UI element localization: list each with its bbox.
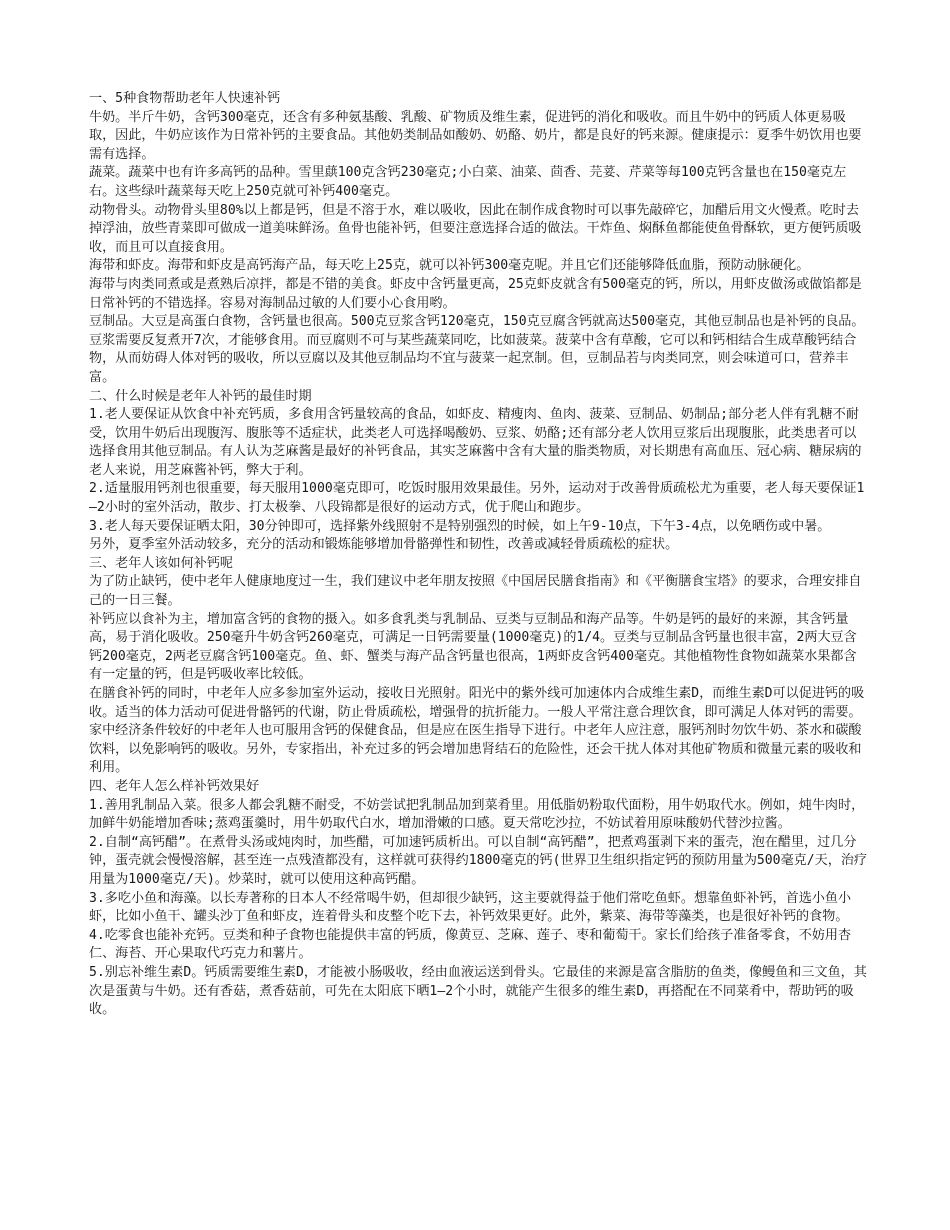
paragraph-kelp-shrimp: 海带和虾皮。海带和虾皮是高钙海产品，每天吃上25克，就可以补钙300毫克呢。并且它们还能够降低血脂，预防动脉硬化。	[89, 258, 810, 274]
document-body	[89, 90, 867, 1020]
section-heading-3: 三、老年人该如何补钙呢	[89, 555, 234, 571]
paragraph-soy-products: 豆制品。大豆是高蛋白食物，含钙量也很高。500克豆浆含钙120毫克，150克豆腐含钙就高达500毫克，其他豆制品也是补钙的良品。豆浆需要反复煮开7次，才能够食用。而豆腐则不可与某些蔬菜同吃，比如菠菜。菠菜中含有草酸，它可以和钙相结合生成草酸钙结合物，从而妨碍人体对钙的吸收，所以豆腐以及其他豆制品均不宜与菠菜一起烹制。但，豆制品若与肉类同烹，则会味道可口，营养丰富。	[89, 314, 865, 385]
paragraph-calcium-supplement: 2.适量服用钙剂也很重要，每天服用1000毫克即可，吃饭时服用效果最佳。另外，运动对于改善骨质疏松尤为重要，老人每天要保证1—2小时的室外活动，散步、打太极拳、八段锦都是很好的运动方式，优于爬山和跑步。	[89, 481, 865, 516]
paragraph-vegetables: 蔬菜。蔬菜中也有许多高钙的品种。雪里蕻100克含钙230毫克;小白菜、油菜、茴香、芫荽、芹菜等每100克钙含量也在150毫克左右。这些绿叶蔬菜每天吃上250克就可补钙400毫克。	[89, 165, 847, 199]
paragraph-fish-seaweed: 3.多吃小鱼和海藻。以长寿著称的日本人不经常喝牛奶，但却很少缺钙，这主要就得益于他们常吃鱼虾。想靠鱼虾补钙，首选小鱼小虾，比如小鱼干、罐头沙丁鱼和虾皮，连着骨头和皮整个吃下去，补钙效果更好。此外，紫菜、海带等藻类，也是很好补钙的食物。	[89, 890, 852, 925]
paragraph-food-supplement: 补钙应以食补为主，增加富含钙的食物的摄入。如多食乳类与乳制品、豆类与豆制品和海产品等。牛奶是钙的最好的来源，其含钙量高，易于消化吸收。250毫升牛奶含钙260毫克，可满足一日钙需要量(1000毫克)的1/4。豆类与豆制品含钙量也很丰富，2两大豆含钙200毫克，2两老豆腐含钙100毫克。鱼、虾、蟹类与海产品含钙量也很高，1两虾皮含钙400毫克。其他植物性食物如蔬菜水果都含有一定量的钙，但是钙吸收率比较低。	[89, 611, 857, 683]
paragraph-summer-activity: 另外，夏季室外活动较多，充分的活动和锻炼能够增加骨骼弹性和韧性，改善或减轻骨质疏松的症状。	[89, 537, 679, 553]
paragraph-dietary-guide: 为了防止缺钙，使中老年人健康地度过一生，我们建议中老年朋友按照《中国居民膳食指南》和《平衡膳食宝塔》的要求，合理安排自己的一日三餐。	[89, 574, 862, 609]
paragraph-kelp-cooking: 海带与肉类同煮或是煮熟后凉拌，都是不错的美食。虾皮中含钙量更高，25克虾皮就含有500毫克的钙，所以，用虾皮做汤或做馅都是日常补钙的不错选择。容易对海制品过敏的人们要小心食用哟。	[89, 276, 862, 311]
paragraph-milk: 牛奶。半斤牛奶，含钙300毫克，还含有多种氨基酸、乳酸、矿物质及维生素，促进钙的消化和吸收。而且牛奶中的钙质人体更易吸取，因此，牛奶应该作为日常补钙的主要食品。其他奶类制品如酸奶、奶酪、奶片，都是良好的钙来源。健康提示：夏季牛奶饮用也要需有选择。	[89, 109, 862, 162]
section-heading-1: 一、5种食物帮助老年人快速补钙	[89, 91, 281, 106]
paragraph-calcium-vinegar: 2.自制“高钙醋”。在煮骨头汤或炖肉时，加些醋，可加速钙质析出。可以自制“高钙醋”，把煮鸡蛋剥下来的蛋壳，泡在醋里，过几分钟，蛋壳就会慢慢溶解，甚至连一点残渣都没有，这样就可获得约1800毫克的钙(世界卫生组织指定钙的预防用量为500毫克/天，治疗用量为1000毫克/天)。炒菜时，就可以使用这种高钙醋。	[89, 834, 868, 887]
section-heading-2: 二、什么时候是老年人补钙的最佳时期	[89, 388, 312, 404]
paragraph-vitamin-d: 5.别忘补维生素D。钙质需要维生素D，才能被小肠吸收，经由血液运送到骨头。它最佳的来源是富含脂肪的鱼类，像鳗鱼和三文鱼，其次是蛋黄与牛奶。还有香菇，煮香菇前，可先在太阳底下晒1—2个小时，就能产生很多的维生素D，再搭配在不同菜肴中，帮助钙的吸收。	[89, 964, 867, 1018]
paragraph-outdoor-exercise: 在膳食补钙的同时，中老年人应多参加室外运动，接收日光照射。阳光中的紫外线可加速体内合成维生素D，而维生素D可以促进钙的吸收。适当的体力活动可促进骨骼钙的代谢，防止骨质疏松，增强骨的抗折能力。一般人平常注意合理饮食，即可满足人体对钙的需要。家中经济条件较好的中老年人也可服用含钙的保健食品，但是应在医生指导下进行。中老年人应注意，服钙剂时勿饮牛奶、茶水和碳酸饮料，以免影响钙的吸收。另外，专家指出，补充过多的钙会增加患肾结石的危险性，还会干扰人体对其他矿物质和微量元素的吸收和利用。	[89, 686, 865, 776]
paragraph-dairy-cooking: 1.善用乳制品入菜。很多人都会乳糖不耐受，不妨尝试把乳制品加到菜肴里。用低脂奶粉取代面粉，用牛奶取代水。例如，炖牛肉时，加鲜牛奶能增加香味;蒸鸡蛋羹时，用牛奶取代白水，增加滑嫩的口感。夏天常吃沙拉，不妨试着用原味酸奶代替沙拉酱。	[89, 797, 865, 832]
paragraph-snacks: 4.吃零食也能补充钙。豆类和种子食物也能提供丰富的钙质，像黄豆、芝麻、莲子、枣和葡萄干。家长们给孩子准备零食，不妨用杏仁、海苔、开心果取代巧克力和薯片。	[89, 927, 852, 962]
section-heading-4: 四、老年人怎么样补钙效果好	[89, 778, 260, 794]
paragraph-sunlight: 3.老人每天要保证晒太阳，30分钟即可，选择紫外线照射不是特别强烈的时候，如上午9-10点，下午3-4点，以免晒伤或中暑。	[89, 518, 831, 534]
paragraph-diet-calcium: 1.老人要保证从饮食中补充钙质，多食用含钙量较高的食品，如虾皮、精瘦肉、鱼肉、菠菜、豆制品、奶制品;部分老人伴有乳糖不耐受，饮用牛奶后出现腹泻、腹胀等不适症状，此类老人可选择喝酸奶、豆浆、奶酪;还有部分老人饮用豆浆后出现腹胀，此类患者可以选择食用其他豆制品。有人认为芝麻酱是最好的补钙食品，其实芝麻酱中含有大量的脂类物质，对长期患有高血压、冠心病、糖尿病的老人来说，用芝麻酱补钙，弊大于利。	[89, 407, 862, 478]
paragraph-animal-bones: 动物骨头。动物骨头里80%以上都是钙，但是不溶于水，难以吸收，因此在制作成食物时可以事先敲碎它，加醋后用文火慢煮。吃时去掉浮油，放些青菜即可做成一道美味鲜汤。鱼骨也能补钙，但要注意选择合适的做法。干炸鱼、焖酥鱼都能使鱼骨酥软，更方便钙质吸收，而且可以直接食用。	[89, 202, 862, 255]
